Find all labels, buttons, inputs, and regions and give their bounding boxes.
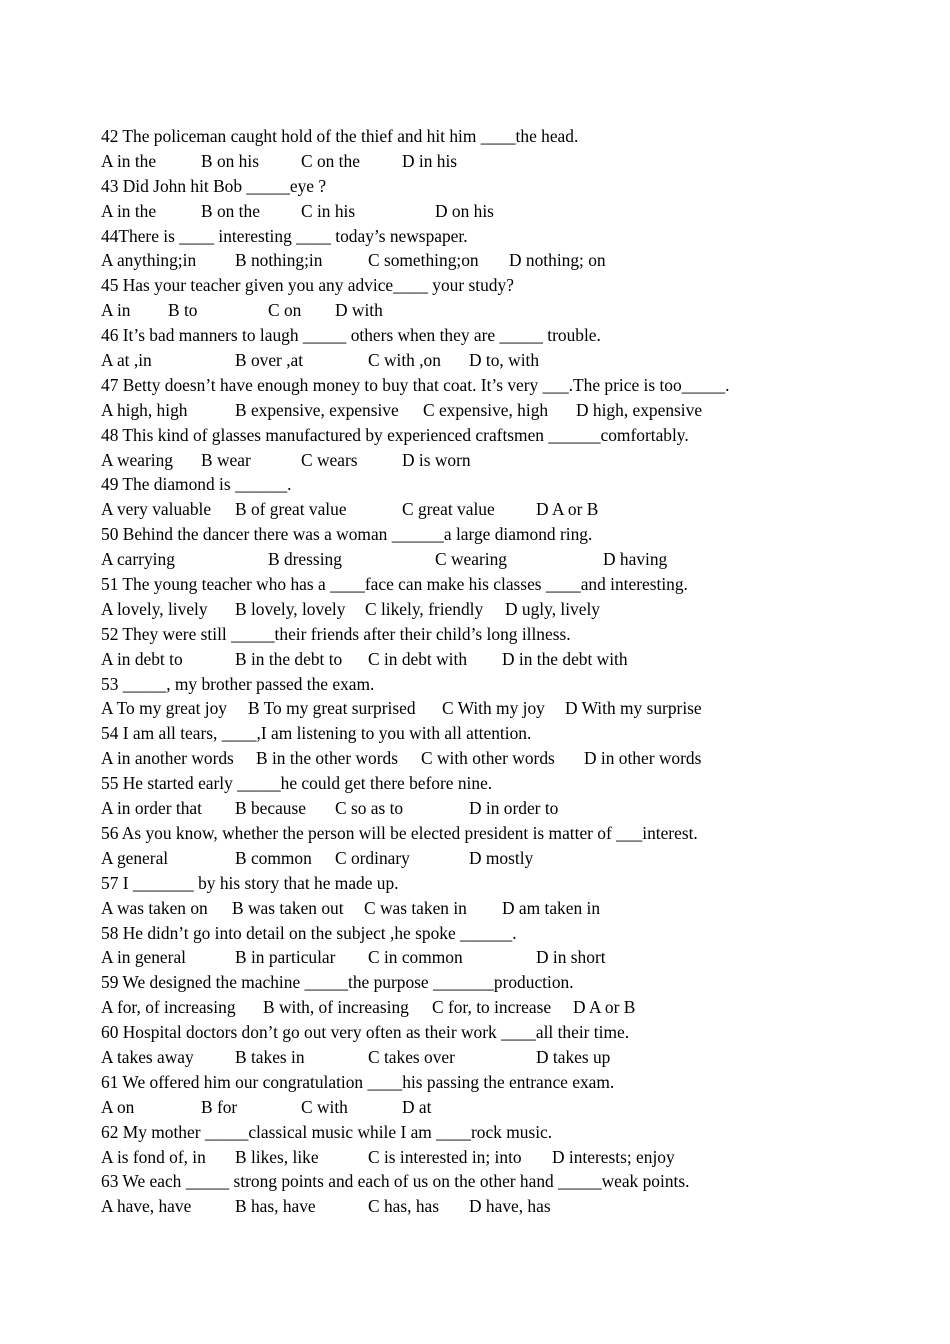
option-a: A in the xyxy=(101,200,157,221)
answer-options xyxy=(101,448,901,473)
option-b: B on the xyxy=(201,200,260,221)
option-c: C is interested in; into xyxy=(368,1146,522,1167)
option-b: B common xyxy=(235,847,312,868)
option-d: D is worn xyxy=(402,449,471,470)
option-d: D mostly xyxy=(469,847,534,868)
option-d: D nothing; on xyxy=(509,250,606,271)
option-a: A in the xyxy=(101,150,157,171)
option-a: A on xyxy=(101,1096,135,1117)
option-b: B of great value xyxy=(235,499,347,520)
answer-options xyxy=(101,896,901,921)
answer-options xyxy=(101,1045,901,1070)
option-b: B over ,at xyxy=(235,350,304,371)
option-b: B nothing;in xyxy=(235,250,323,271)
option-d: D A or B xyxy=(573,997,636,1018)
option-c: C wears xyxy=(301,449,358,470)
option-d: D high, expensive xyxy=(576,399,703,420)
question-stem: 54 I am all tears, ____,I am listening to you with all attention. xyxy=(101,723,532,744)
option-a: A at ,in xyxy=(101,350,152,371)
option-a: A takes away xyxy=(101,1046,194,1067)
option-a: A was taken on xyxy=(101,897,208,918)
answer-options xyxy=(101,149,901,174)
option-c: C was taken in xyxy=(364,897,467,918)
option-d: D takes up xyxy=(536,1046,611,1067)
option-d: D with xyxy=(335,300,383,321)
question-stem: 48 This kind of glasses manufactured by experienced craftsmen ______comfortably. xyxy=(101,424,689,445)
option-a: A in order that xyxy=(101,798,202,819)
option-a: A have, have xyxy=(101,1196,192,1217)
option-d: D in order to xyxy=(469,798,559,819)
answer-options xyxy=(101,647,901,672)
question-stem: 59 We designed the machine _____the purpose _______production. xyxy=(101,972,574,993)
answer-options xyxy=(101,696,901,721)
option-d: D to, with xyxy=(469,350,540,371)
option-b: B was taken out xyxy=(232,897,344,918)
answer-options xyxy=(101,547,901,572)
option-c: C ordinary xyxy=(335,847,410,868)
question-stem: 49 The diamond is ______. xyxy=(101,474,292,495)
question-stem: 62 My mother _____classical music while I am ____rock music. xyxy=(101,1121,553,1142)
answer-options xyxy=(101,945,901,970)
option-d: D on his xyxy=(435,200,494,221)
question-stem: 57 I _______ by his story that he made up. xyxy=(101,872,399,893)
question-stem: 55 He started early _____he could get there before nine. xyxy=(101,773,493,794)
option-c: C has, has xyxy=(368,1196,440,1217)
option-a: A lovely, lively xyxy=(101,598,208,619)
option-b: B dressing xyxy=(268,549,342,570)
option-c: C on xyxy=(268,300,302,321)
option-c: C with xyxy=(301,1096,348,1117)
option-c: C in common xyxy=(368,947,463,968)
option-b: B likes, like xyxy=(235,1146,319,1167)
option-c: C expensive, high xyxy=(423,399,549,420)
option-a: A high, high xyxy=(101,399,188,420)
option-b: B on his xyxy=(201,150,259,171)
question-stem: 50 Behind the dancer there was a woman ______a large diamond ring. xyxy=(101,524,593,545)
option-d: D am taken in xyxy=(502,897,601,918)
option-a: A in another words xyxy=(101,748,234,769)
option-d: D A or B xyxy=(536,499,599,520)
option-d: D in other words xyxy=(584,748,702,769)
option-d: D in the debt with xyxy=(502,648,628,669)
option-c: C with other words xyxy=(421,748,555,769)
option-b: B in the other words xyxy=(256,748,399,769)
option-a: A very valuable xyxy=(101,499,212,520)
option-c: C in his xyxy=(301,200,356,221)
option-c: C so as to xyxy=(335,798,404,819)
option-b: B to xyxy=(168,300,198,321)
option-a: A carrying xyxy=(101,549,175,570)
option-c: C With my joy xyxy=(442,698,545,719)
option-d: D interests; enjoy xyxy=(552,1146,675,1167)
option-b: B for xyxy=(201,1096,238,1117)
question-stem: 56 As you know, whether the person will be elected president is matter of ___interest. xyxy=(101,822,698,843)
option-c: C likely, friendly xyxy=(365,598,484,619)
question-stem: 45 Has your teacher given you any advice____ your study? xyxy=(101,275,514,296)
option-c: C great value xyxy=(402,499,495,520)
document-page xyxy=(101,124,901,1219)
question-stem: 60 Hospital doctors don’t go out very often as their work ____all their time. xyxy=(101,1022,630,1043)
answer-options xyxy=(101,199,901,224)
option-b: B expensive, expensive xyxy=(235,399,399,420)
option-a: A for, of increasing xyxy=(101,997,236,1018)
option-b: B because xyxy=(235,798,306,819)
option-c: C with ,on xyxy=(368,350,441,371)
answer-options xyxy=(101,497,901,522)
answer-options xyxy=(101,1194,901,1219)
option-b: B wear xyxy=(201,449,251,470)
option-a: A in general xyxy=(101,947,186,968)
question-stem: 58 He didn’t go into detail on the subject ,he spoke ______. xyxy=(101,922,517,943)
answer-options xyxy=(101,348,901,373)
answer-options xyxy=(101,298,901,323)
question-stem: 46 It’s bad manners to laugh _____ others when they are _____ trouble. xyxy=(101,325,601,346)
option-c: C on the xyxy=(301,150,360,171)
option-c: C for, to increase xyxy=(432,997,552,1018)
answer-options xyxy=(101,1145,901,1170)
answer-options xyxy=(101,398,901,423)
option-c: C wearing xyxy=(435,549,507,570)
option-d: D in his xyxy=(402,150,458,171)
answer-options xyxy=(101,597,901,622)
option-a: A general xyxy=(101,847,169,868)
option-d: D ugly, lively xyxy=(505,598,600,619)
option-a: A in xyxy=(101,300,131,321)
answer-options xyxy=(101,1095,901,1120)
option-d: D having xyxy=(603,549,668,570)
question-stem: 63 We each _____ strong points and each of us on the other hand _____weak points. xyxy=(101,1171,690,1192)
option-b: B lovely, lovely xyxy=(235,598,346,619)
question-stem: 47 Betty doesn’t have enough money to buy that coat. It’s very ___.The price is too_____. xyxy=(101,374,730,395)
question-stem: 52 They were still _____their friends after their child’s long illness. xyxy=(101,623,571,644)
option-c: C takes over xyxy=(368,1046,455,1067)
option-d: D at xyxy=(402,1096,432,1117)
option-b: B in particular xyxy=(235,947,336,968)
answer-options xyxy=(101,846,901,871)
option-d: D With my surprise xyxy=(565,698,702,719)
option-a: A is fond of, in xyxy=(101,1146,206,1167)
option-a: A anything;in xyxy=(101,250,197,271)
option-b: B with, of increasing xyxy=(263,997,409,1018)
option-b: B To my great surprised xyxy=(248,698,416,719)
option-b: B takes in xyxy=(235,1046,305,1067)
answer-options xyxy=(101,995,901,1020)
question-stem: 42 The policeman caught hold of the thief and hit him ____the head. xyxy=(101,126,579,146)
question-stem: 61 We offered him our congratulation ____his passing the entrance exam. xyxy=(101,1071,615,1092)
question-stem: 53 _____, my brother passed the exam. xyxy=(101,673,375,694)
option-a: A To my great joy xyxy=(101,698,227,719)
answer-options xyxy=(101,248,901,273)
question-stem: 51 The young teacher who has a ____face can make his classes ____and interesting. xyxy=(101,574,688,595)
option-c: C something;on xyxy=(368,250,479,271)
option-a: A in debt to xyxy=(101,648,183,669)
question-stem: 43 Did John hit Bob _____eye ? xyxy=(101,175,327,196)
question-stem: 44There is ____ interesting ____ today’s newspaper. xyxy=(101,225,468,246)
option-d: D in short xyxy=(536,947,606,968)
answer-options xyxy=(101,746,901,771)
option-a: A wearing xyxy=(101,449,173,470)
option-c: C in debt with xyxy=(368,648,468,669)
option-b: B has, have xyxy=(235,1196,316,1217)
option-d: D have, has xyxy=(469,1196,551,1217)
answer-options xyxy=(101,796,901,821)
option-b: B in the debt to xyxy=(235,648,343,669)
